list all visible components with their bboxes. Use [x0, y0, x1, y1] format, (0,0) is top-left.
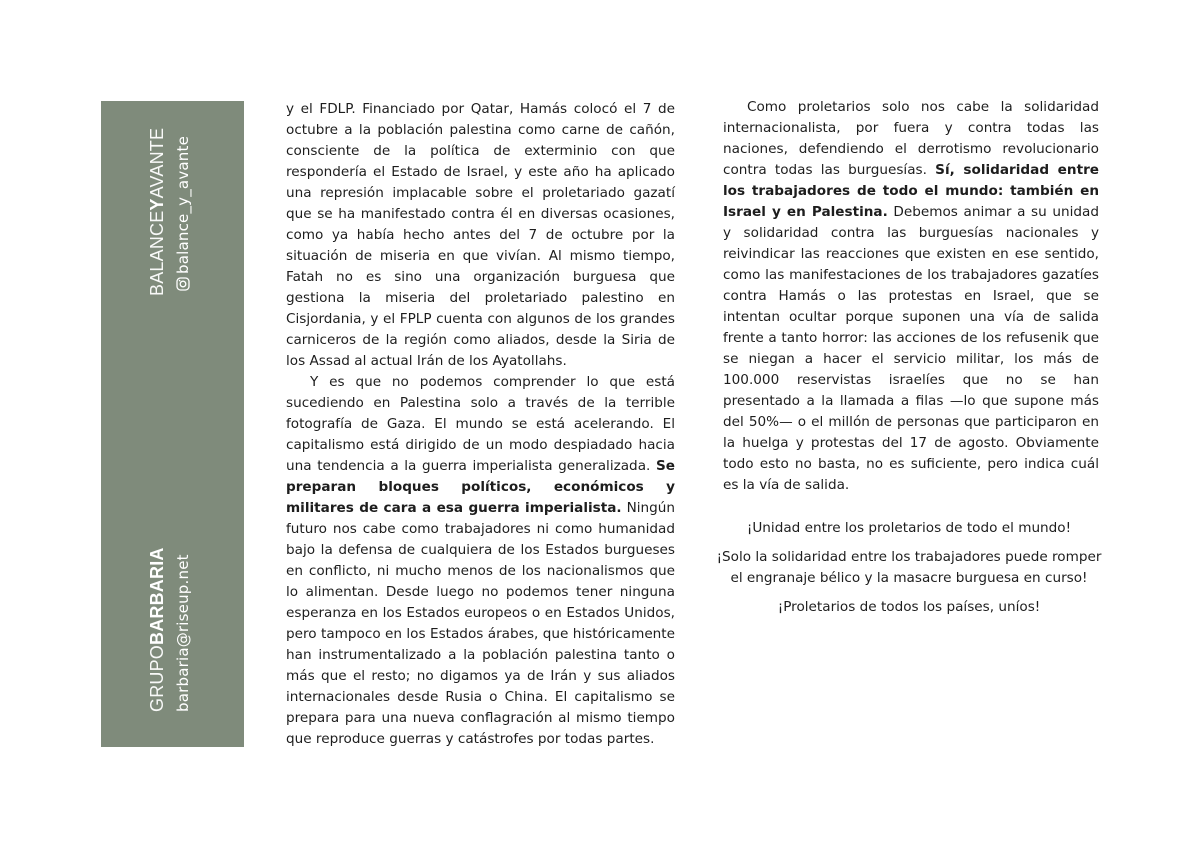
social-handle: balance_y_avante: [174, 136, 194, 291]
brand-grupo-barbaria: GRUPOBARBARIA: [147, 547, 167, 712]
closing-slogans: [712, 518, 1106, 626]
text-column-right: [723, 97, 1099, 496]
paragraph-continuation: y el FDLP. Financiado por Qatar, Hamás colocó el 7 de octubre a la población palestina como carne de cañón, consciente de la política de exterminio con que respondería el Estado de Israel, y este año ha aplicado una represión implacable sobre el proletariado gazatí que se ha manifestado contra él en diversas ocasiones, como ya había hecho antes del 7 de octubre por la situación de miseria en que vivían. Al mismo tiempo, Fatah no es sino una organización burguesa que gestiona la miseria del proletariado palestino en Cisjordania, y el FPLP cuenta con algunos de los grandes carniceros de la región como aliados, desde la Siria de los Assad al actual Irán de los Ayatollahs.: [286, 101, 675, 369]
instagram-icon: [176, 277, 194, 291]
slogan: ¡Unidad entre los proletarios de todo el mundo!: [746, 520, 1072, 536]
contact-email: barbaria@riseup.net: [174, 554, 192, 712]
divider-bottom: [271, 441, 272, 547]
slogan: ¡Proletarios de todos los países, uníos!: [777, 599, 1041, 615]
text-column-left: [286, 99, 675, 750]
emphasis-blocks: Se preparan bloques políticos, económicos y militares de cara a esa guerra imperialista.: [286, 458, 675, 516]
emphasis-solidarity: Sí, solidaridad entre los trabajadores de todo el mundo: también en Israel y en Palestina.: [723, 162, 1099, 220]
brand-balance-y-avante: BALANCEYAVANTE: [147, 127, 167, 296]
divider-top: [271, 309, 272, 415]
paragraph-solidarity: Como proletarios solo nos cabe la solidaridad internacionalista, por fuera y contra todas las naciones, defendiendo el derrotismo revolucionario contra todas las burguesías. Sí, solidaridad entre los trabajadores de todo el mundo: también en Israel y en Palestina. Debemos animar a su unidad y solidaridad contra las burguesías nacionales y reivindicar las reacciones que existen en ese sentido, como las manifestaciones de los trabajadores gazatíes contra Hamás o las protestas en Israel, que se intentan ocultar porque suponen una vía de salida frente a tanto horror: las acciones de los refusenik que se niegan a hacer el servicio militar, los más de 100.000 reservistas israelíes que no se han presentado a la llamada a filas —lo que supone más del 50%— o el millón de personas que participaron en la huelga y protestas del 17 de agosto. Obviamente todo esto no basta, no es suficiente, pero indica cuál es la vía de salida.: [723, 99, 1099, 493]
paragraph-war-tendency: Y es que no podemos comprender lo que está sucediendo en Palestina solo a través de la terrible fotografía de Gaza. El mundo se está acelerando. El capitalismo está dirigido de un modo despiadado hacia una tendencia a la guerra imperialista generalizada. Se preparan bloques políticos, económicos y militares de cara a esa guerra imperialista. Ningún futuro nos cabe como trabajadores ni como humanidad bajo la defensa de cualquiera de los Estados burgueses en conflicto, ni mucho menos de los nacionalismos que lo alimentan. Desde luego no podemos tener ninguna esperanza en los Estados europeos o en Estados Unidos, pero tampoco en los Estados árabes, que históricamente han instrumentalizado a la población palestina tanto o más que el resto; no digamos ya de Irán y sus aliados internacionales desde Rusia o China. El capitalismo se prepara para una nueva conflagración al mismo tiempo que reproduce guerras y catástrofes por todas partes.: [286, 374, 675, 747]
slogan: ¡Solo la solidaridad entre los trabajadores puede romper el engranaje bélico y la masacre burguesa en curso!: [716, 549, 1102, 586]
sidebar-banner: [101, 101, 244, 747]
